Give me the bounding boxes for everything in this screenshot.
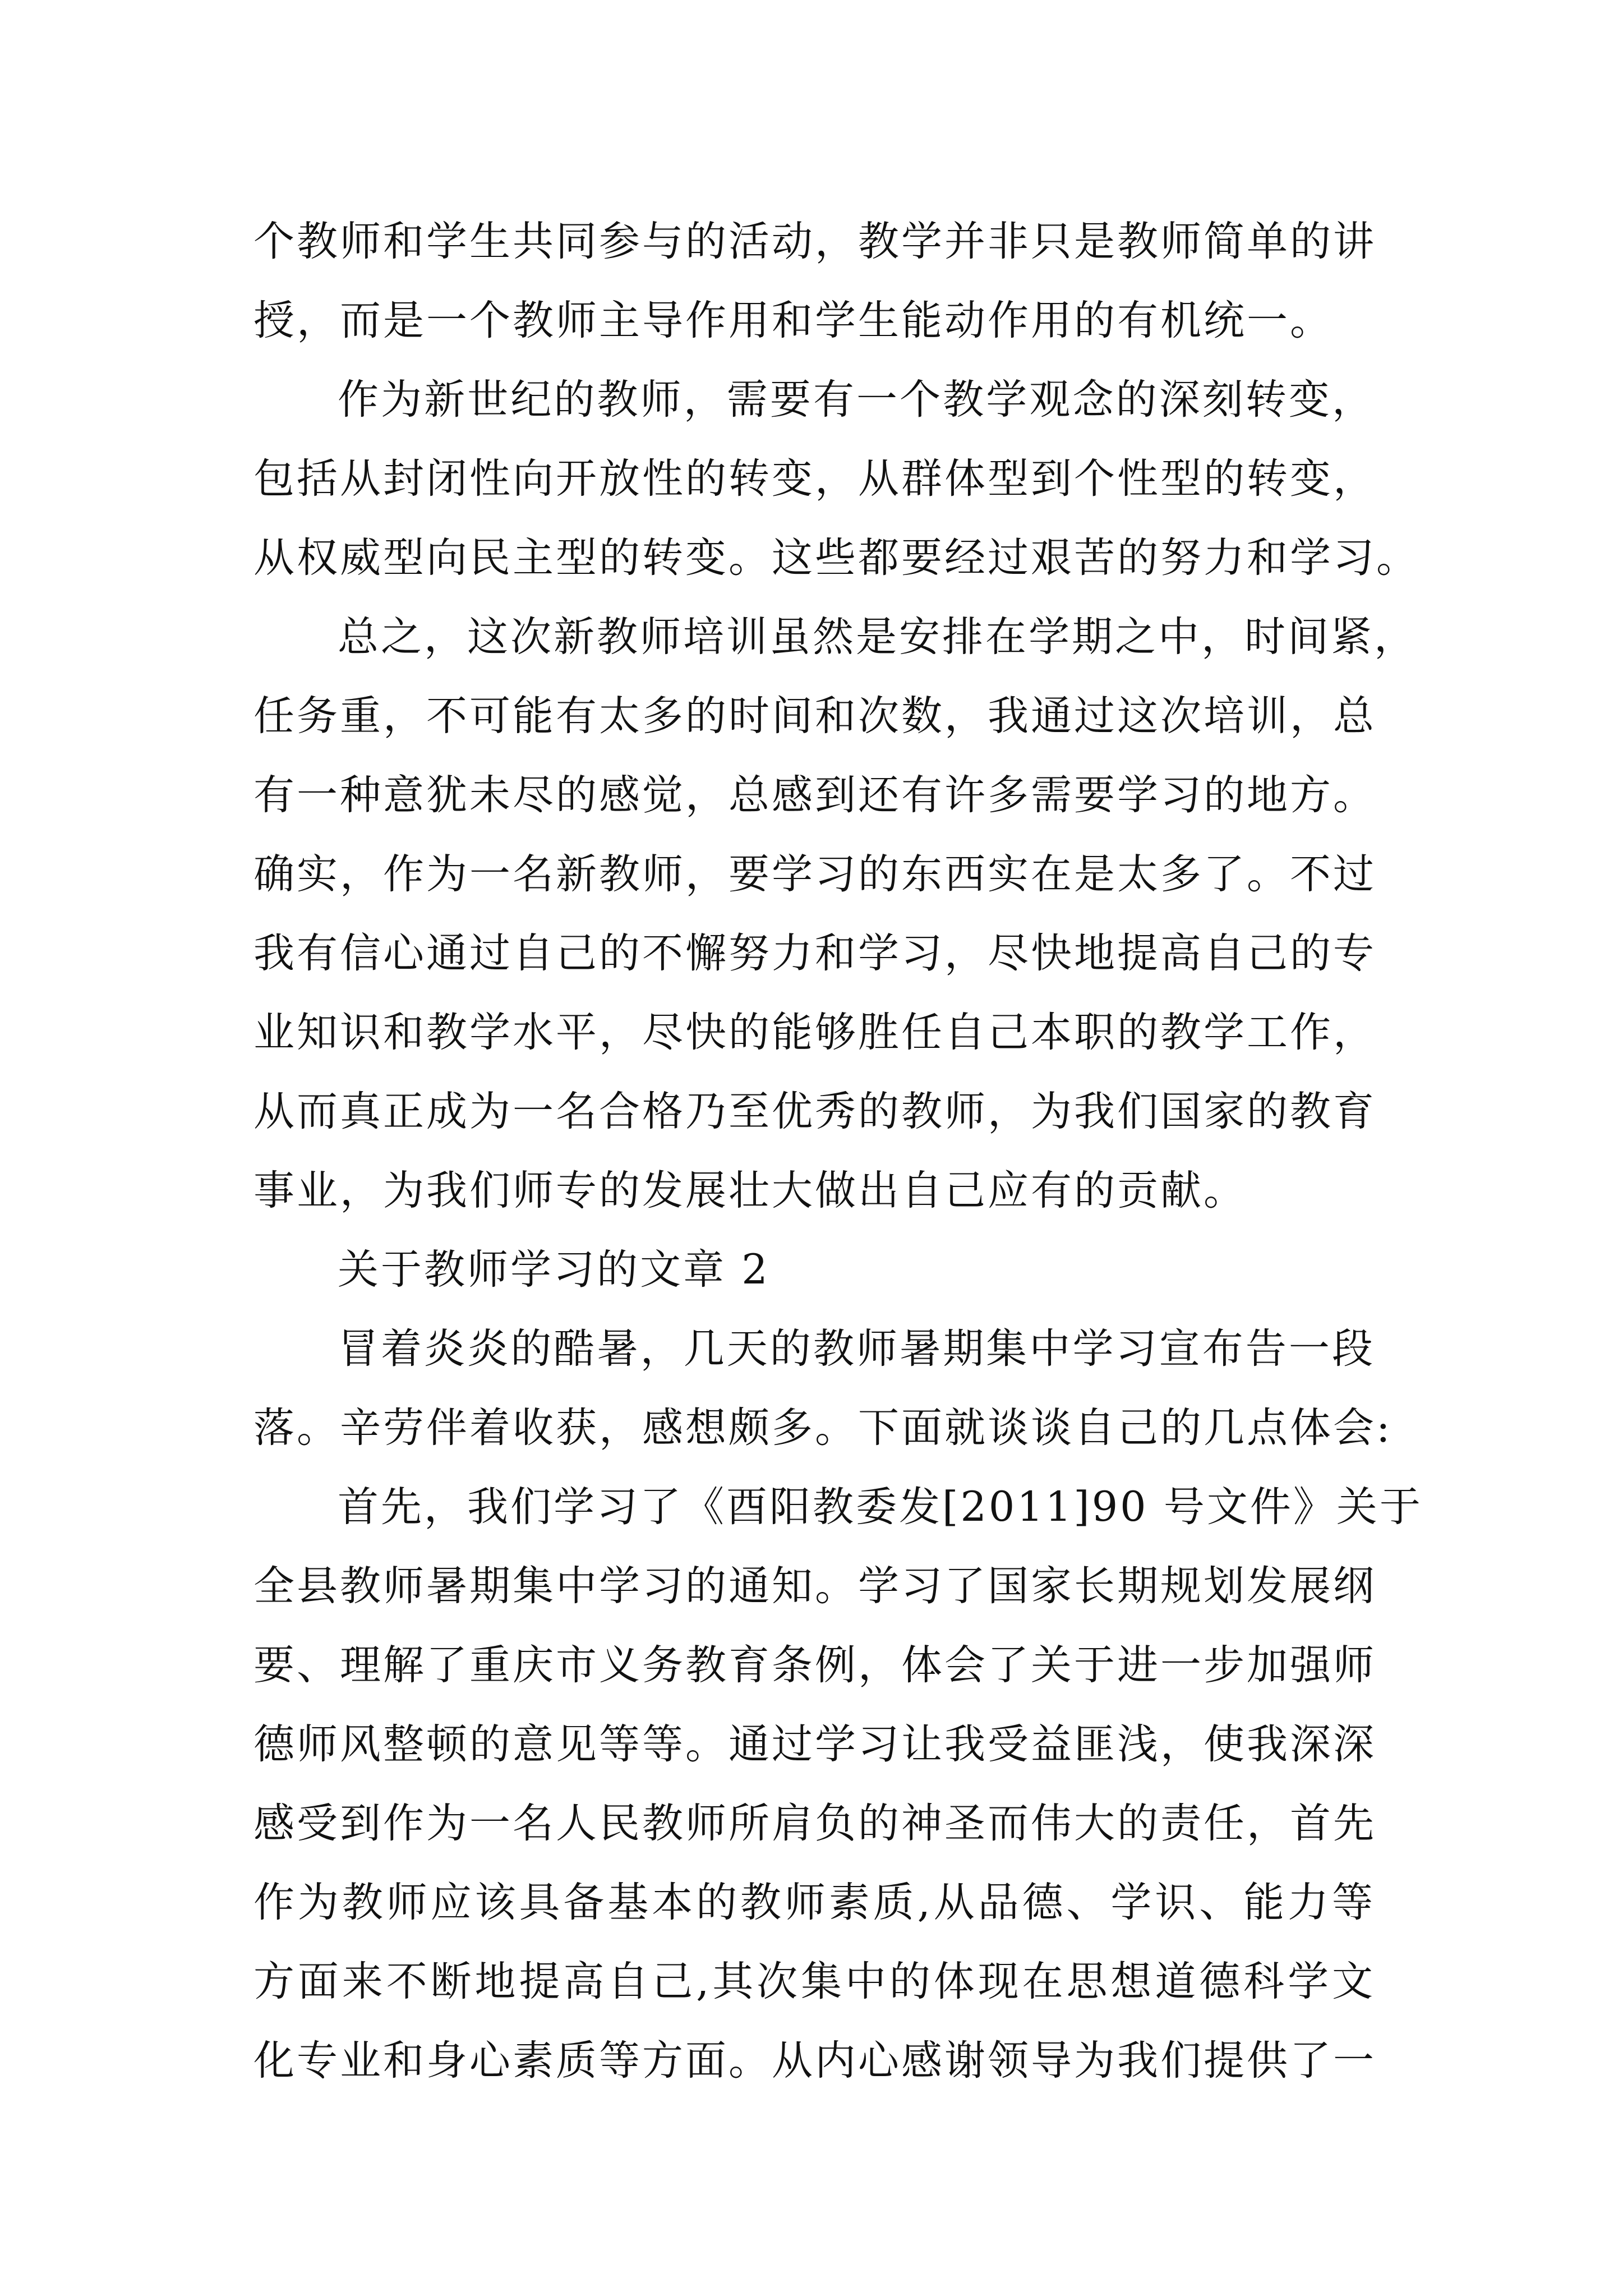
text-line: 有一种意犹未尽的感觉，总感到还有许多需要学习的地方。 [253,771,1376,819]
paragraph-first-line: 作为新世纪的教师，需要有一个教学观念的深刻转变， [338,376,1375,424]
text-line: 授，而是一个教师主导作用和学生能动作用的有机统一。 [253,297,1333,344]
text-line: 业知识和教学水平，尽快的能够胜任自己本职的教学工作， [253,1009,1376,1056]
text-line: 要、理解了重庆市义务教育条例，体会了关于进一步加强师 [253,1641,1376,1689]
text-line: 确实，作为一名新教师，要学习的东西实在是太多了。不过 [253,850,1376,898]
text-line: 从而真正成为一名合格乃至优秀的教师，为我们国家的教育 [253,1088,1376,1135]
text-line: 作为教师应该具备基本的教师素质,从品德、学识、能力等 [253,1879,1375,1926]
paragraph-first-line: 冒着炎炎的酷暑，几天的教师暑期集中学习宣布告一段 [338,1325,1375,1373]
paragraph-first-line: 首先，我们学习了《酉阳教委发[2011]90 号文件》关于 [338,1483,1423,1531]
text-line: 化专业和身心素质等方面。从内心感谢领导为我们提供了一 [253,2037,1376,2085]
section-heading: 关于教师学习的文章 2 [338,1246,770,1294]
text-line: 事业，为我们师专的发展壮大做出自己应有的贡献。 [253,1167,1247,1214]
text-line: 全县教师暑期集中学习的通知。学习了国家长期规划发展纲 [253,1562,1376,1610]
text-line: 包括从封闭性向开放性的转变，从群体型到个性型的转变， [253,455,1376,503]
text-line: 落。辛劳伴着收获，感想颇多。下面就谈谈自己的几点体会: [253,1404,1393,1452]
paragraph-first-line: 总之，这次新教师培训虽然是安排在学期之中，时间紧， [338,613,1417,661]
text-line: 我有信心通过自己的不懈努力和学习，尽快地提高自己的专 [253,930,1376,977]
document-body [253,202,1423,2100]
text-line: 方面来不断地提高自己,其次集中的体现在思想道德科学文 [253,1958,1375,2005]
text-line: 德师风整顿的意见等等。通过学习让我受益匪浅，使我深深 [253,1720,1376,1768]
text-line: 从权威型向民主型的转变。这些都要经过艰苦的努力和学习。 [253,534,1419,582]
text-line: 个教师和学生共同参与的活动，教学并非只是教师简单的讲 [253,218,1376,265]
text-line: 任务重，不可能有太多的时间和次数，我通过这次培训，总 [253,692,1376,740]
text-line: 感受到作为一名人民教师所肩负的神圣而伟大的责任，首先 [253,1800,1376,1847]
